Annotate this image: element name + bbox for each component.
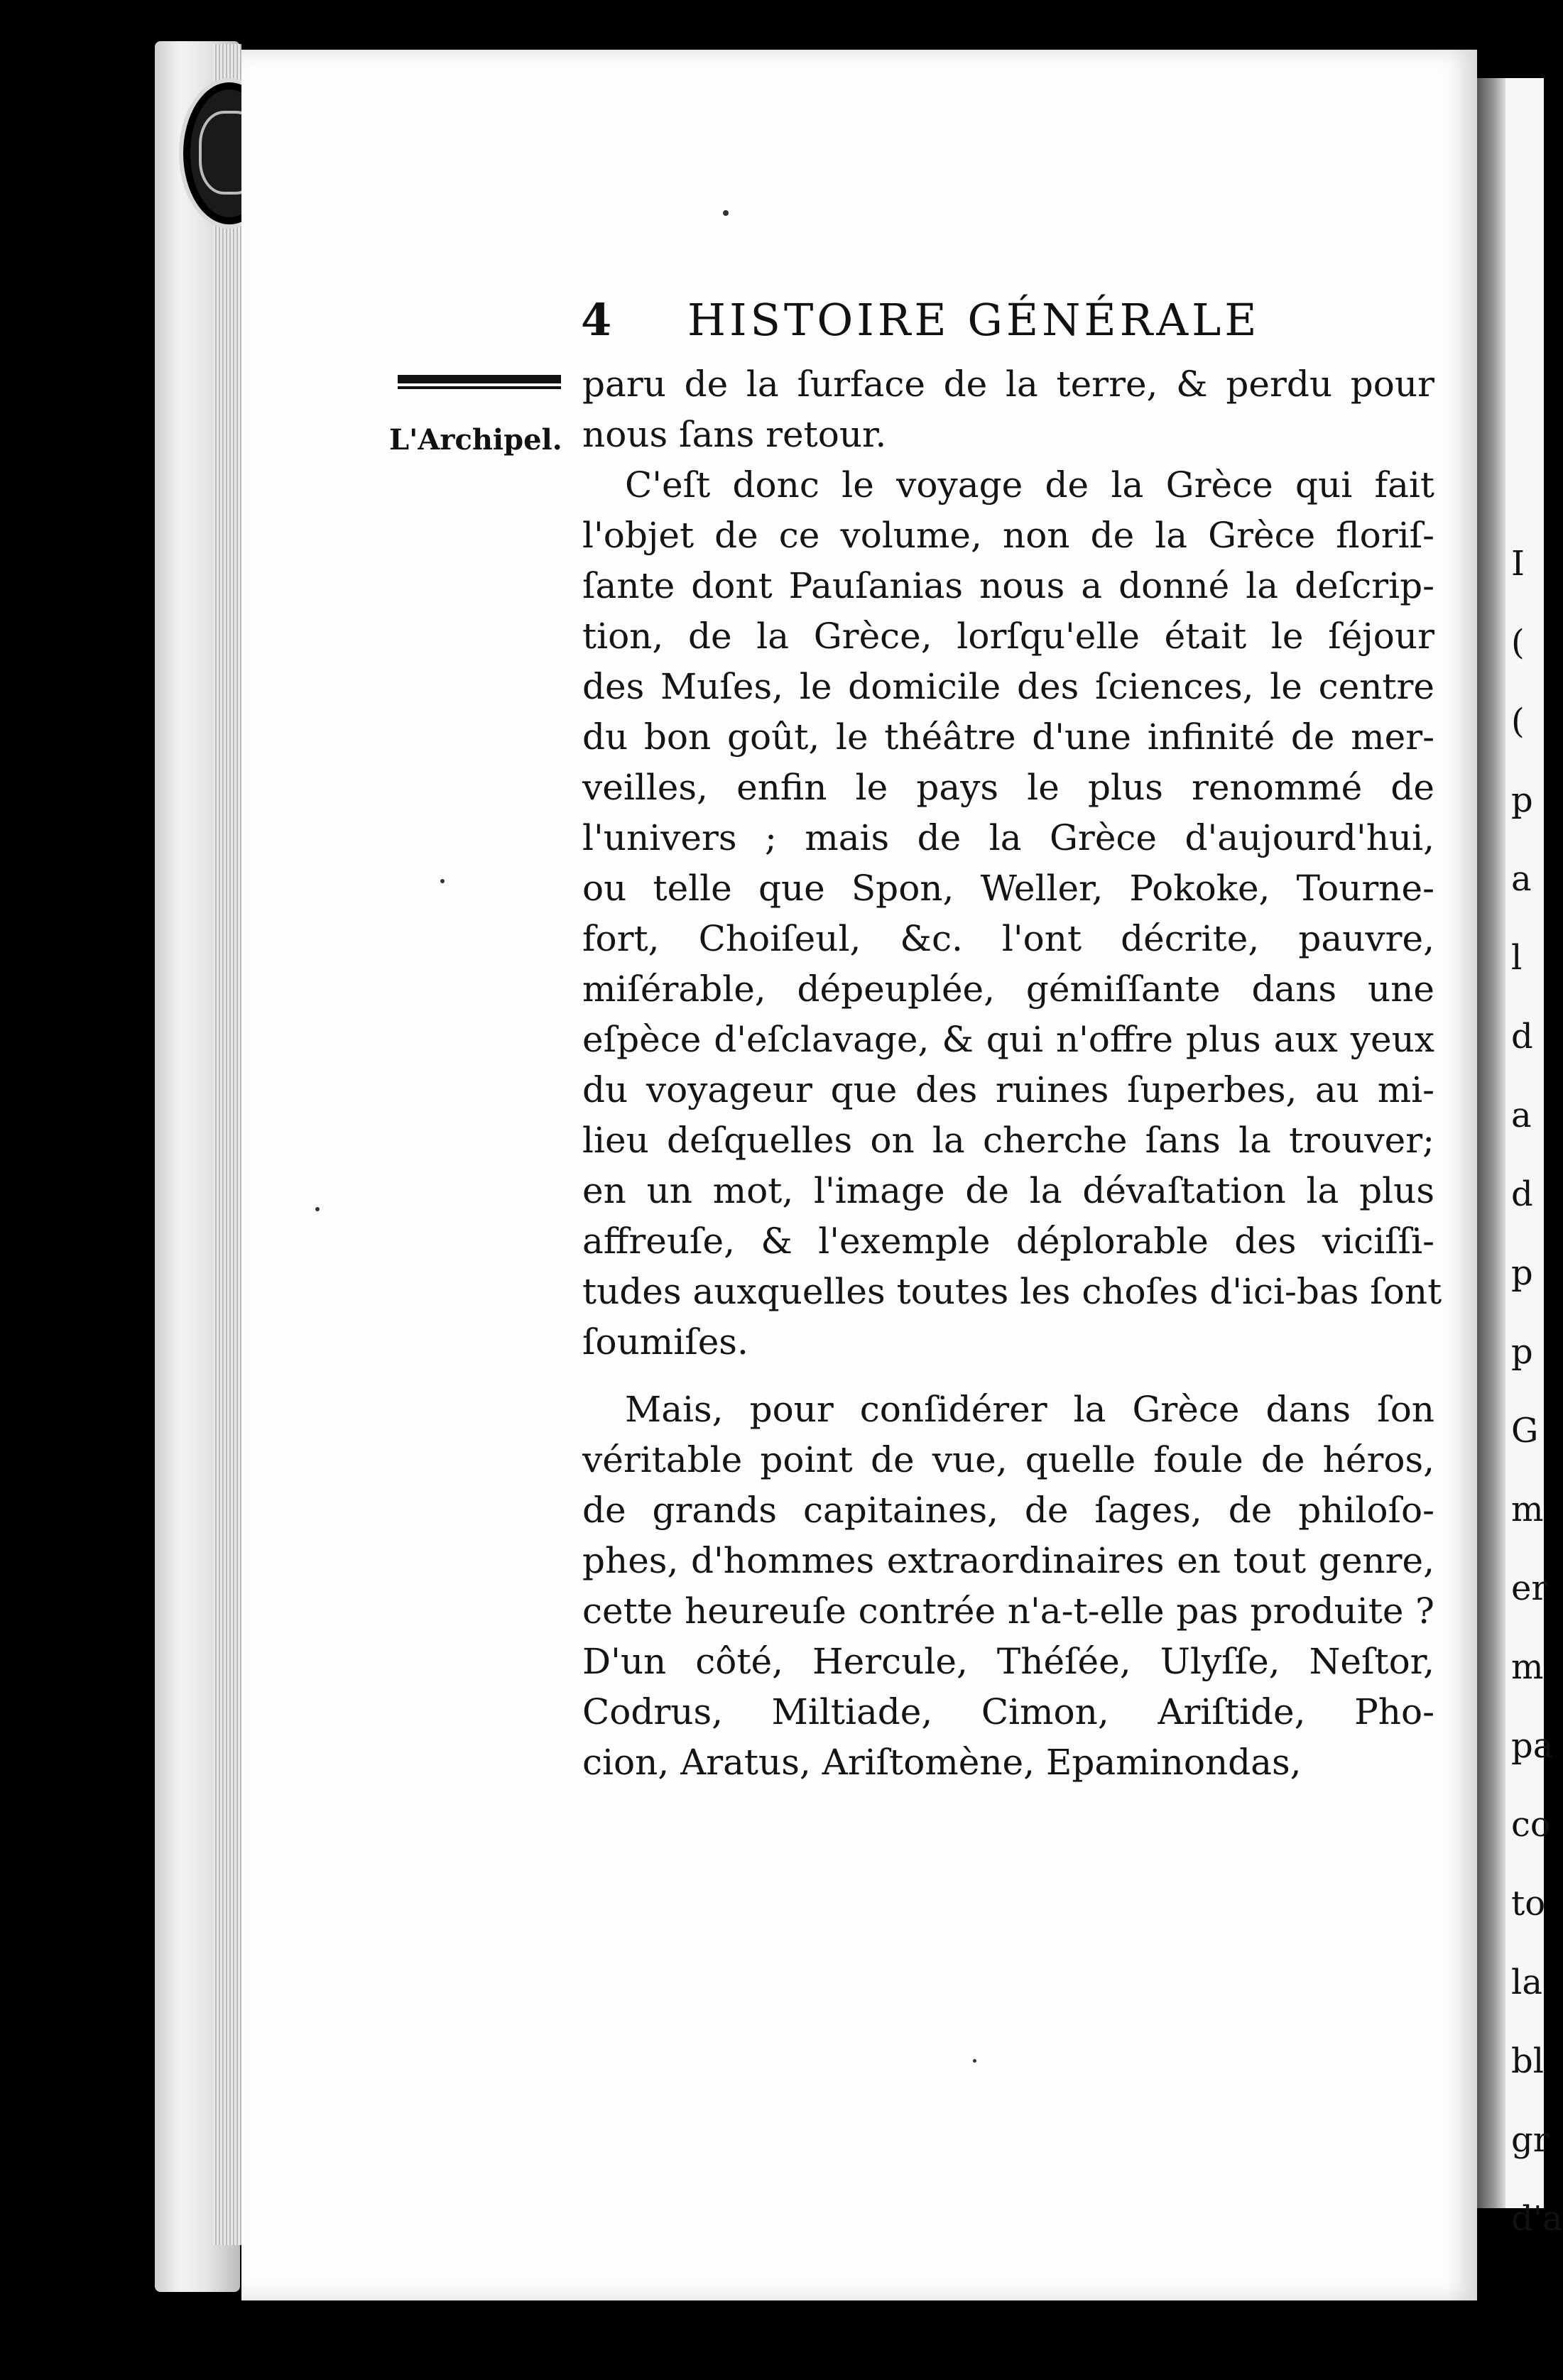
margin-note: L'Archipel. [389, 423, 562, 457]
text-line: phes, d'hommes extraordinaires en tout genre, [582, 1540, 1434, 1581]
facing-page-fragment: to [1511, 1884, 1546, 1923]
text-line: Codrus, Miltiade, Cimon, Ariſtide, Pho- [582, 1691, 1434, 1732]
text-line: tudes auxquelles toutes les choſes d'ici-bas ſont [582, 1271, 1442, 1312]
print-speck [973, 2059, 976, 2063]
facing-page-fragment: p [1511, 780, 1533, 820]
text-line: l'univers ; mais de la Grèce d'aujourd'hui, [582, 817, 1434, 858]
margin-rule [398, 375, 561, 383]
page-gutter [1477, 78, 1505, 2208]
text-line: lieu deſquelles on la cherche ſans la trouver; [582, 1120, 1434, 1161]
text-line: paru de la ſurface de la terre, & perdu pour [582, 364, 1434, 405]
facing-page-fragment: pa [1511, 1726, 1554, 1766]
text-line: veilles, enfin le pays le plus renommé de [582, 767, 1434, 808]
facing-page-fragment: m [1511, 1647, 1544, 1687]
facing-page-fragment: p [1511, 1253, 1533, 1293]
facing-page-fragment: I [1511, 544, 1525, 584]
facing-page-fragment: la [1511, 1963, 1542, 2002]
facing-page-fragment: ( [1511, 702, 1525, 741]
text-line: affreuſe, & l'exemple déplorable des viciſſi- [582, 1221, 1434, 1262]
facing-page-fragment: d [1511, 1174, 1533, 1214]
facing-page-fragment: bl [1511, 2041, 1545, 2081]
text-line: du voyageur que des ruines ſuperbes, au mi- [582, 1069, 1434, 1110]
text-line: ſante dont Pauſanias nous a donné la deſcrip- [582, 565, 1434, 606]
facing-page-fragment: l [1511, 938, 1523, 978]
text-line: D'un côté, Hercule, Théſée, Ulyſſe, Neſtor, [582, 1641, 1434, 1682]
facing-page-fragment: d'a [1511, 2199, 1563, 2239]
page-number: 4 [581, 294, 612, 346]
text-line: cette heureuſe contrée n'a-t-elle pas produite ? [582, 1590, 1434, 1632]
text-line: cion, Aratus, Ariſtomène, Epaminondas, [582, 1742, 1302, 1783]
text-line: fort, Choiſeul, &c. l'ont décrite, pauvre, [582, 918, 1434, 959]
page-stack-edge [213, 44, 241, 2245]
facing-page-edge [1477, 78, 1563, 2239]
facing-page-fragment: ( [1511, 623, 1525, 662]
facing-page-fragment: d [1511, 1017, 1533, 1057]
running-head-title: HISTOIRE GÉNÉRALE [687, 294, 1260, 346]
facing-page-fragment: a [1511, 1096, 1532, 1135]
print-speck [315, 1207, 320, 1211]
text-line: miſérable, dépeuplée, gémiſſante dans une [582, 968, 1434, 1010]
facing-page-fragment: p [1511, 1332, 1533, 1372]
body-text [582, 359, 1442, 1788]
text-line: des Muſes, le domicile des ſciences, le centre [582, 666, 1434, 707]
text-line: C'eſt donc le voyage de la Grèce qui fait [625, 464, 1434, 506]
text-line: ou telle que Spon, Weller, Pokoke, Tourne- [582, 868, 1434, 909]
text-line: véritable point de vue, quelle foule de héros, [582, 1439, 1434, 1480]
facing-page-fragment: er [1511, 1568, 1548, 1608]
print-speck [723, 210, 729, 216]
facing-page-fragment: co [1511, 1805, 1551, 1845]
text-line: nous ſans retour. [582, 414, 887, 455]
text-line: l'objet de ce volume, non de la Grèce floriſ- [582, 515, 1434, 556]
text-line: du bon goût, le théâtre d'une infinité de mer- [582, 716, 1434, 758]
text-line: ſoumiſes. [582, 1321, 748, 1363]
facing-page-fragment: G [1511, 1411, 1539, 1451]
text-line: tion, de la Grèce, lorſqu'elle était le ſéjour [582, 616, 1434, 657]
print-speck [440, 879, 445, 883]
text-line: eſpèce d'eſclavage, & qui n'offre plus aux yeux [582, 1019, 1434, 1060]
facing-page-fragment: a [1511, 859, 1532, 899]
text-line: Mais, pour conſidérer la Grèce dans ſon [625, 1389, 1434, 1430]
facing-page-fragment: m [1511, 1490, 1544, 1529]
text-line: de grands capitaines, de ſages, de philoſo- [582, 1490, 1434, 1531]
text-line: en un mot, l'image de la dévaſtation la plus [582, 1170, 1434, 1211]
paragraph-gap [582, 1368, 1434, 1385]
facing-page-fragment: gr [1511, 2120, 1550, 2160]
